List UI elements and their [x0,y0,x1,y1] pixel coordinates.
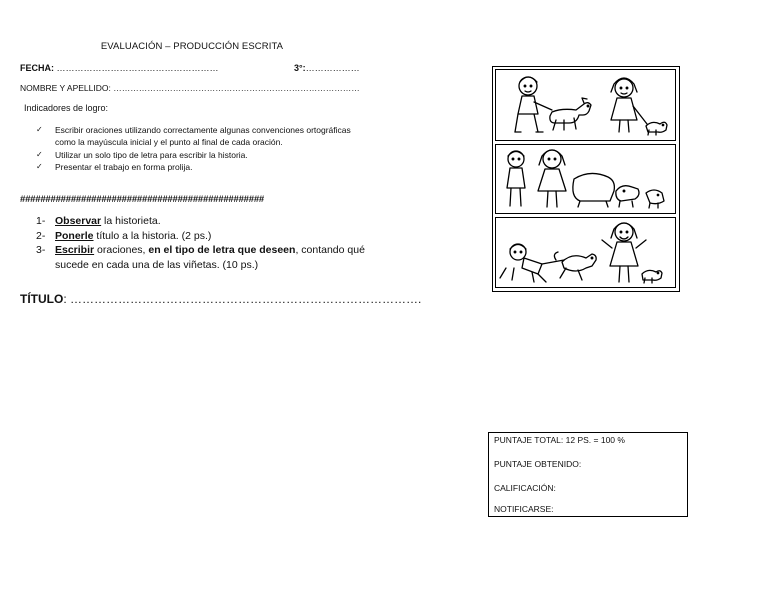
score-total: PUNTAJE TOTAL: 12 PS. = 100 % [494,435,625,445]
indicators-list [36,124,356,174]
name-label: NOMBRE Y APELLIDO: [20,83,111,93]
instructions-list [36,214,366,272]
score-box [488,432,688,517]
instruction-item: 3- Escribir oraciones, en el tipo de letra que deseen, contando qué sucede en cada una de las viñetas. (10 ps.) [36,244,365,271]
date-field[interactable]: ……………………………………………… [56,63,219,73]
list-item: ✓ Utilizar un solo tipo de letra para escribir la historia. [36,149,248,160]
list-item: ✓ Escribir oraciones utilizando correctamente algunas convenciones ortográficas como la mayúscula inicial y el punto al final de cada oración. [36,125,351,148]
comic-strip [492,66,680,292]
grade-label: 3°: [294,63,306,73]
page-title: EVALUACIÓN – PRODUCCIÓN ESCRITA [100,41,284,52]
instruction-item: 2- Ponerle título a la historia. (2 ps.) [36,229,212,242]
name-field[interactable]: …………………………………………………………………………… [113,83,360,93]
score-grade: CALIFICACIÓN: [494,483,556,493]
instruction-item: 1- Observar la historieta. [36,215,161,227]
name-line [20,83,365,93]
grade-field[interactable]: ……………… [305,63,360,73]
check-icon: ✓ [36,125,43,134]
check-icon: ✓ [36,149,43,159]
comic-panel-2 [495,144,676,214]
grade-line [294,63,360,73]
comic-panel-2-illustration [496,145,675,213]
list-item: ✓ Presentar el trabajo en forma prolija. [36,162,193,173]
date-label: FECHA: [20,63,54,73]
indicators-heading: Indicadores de logro: [24,103,109,113]
score-obtained: PUNTAJE OBTENIDO: [494,459,582,469]
title-line: TÍTULO: ……………………………………………………………………………. [20,292,422,306]
title-label: TÍTULO [20,292,64,306]
check-icon: ✓ [36,162,43,172]
title-field[interactable]: ……………………………………………………………………………. [66,292,422,306]
separator-line: ################################################ [20,194,265,205]
comic-panel-1 [495,69,676,141]
comic-panel-3-illustration [496,218,675,287]
comic-panel-1-illustration [496,70,675,140]
score-notify: NOTIFICARSE: [494,504,554,514]
comic-panel-3 [495,217,676,288]
